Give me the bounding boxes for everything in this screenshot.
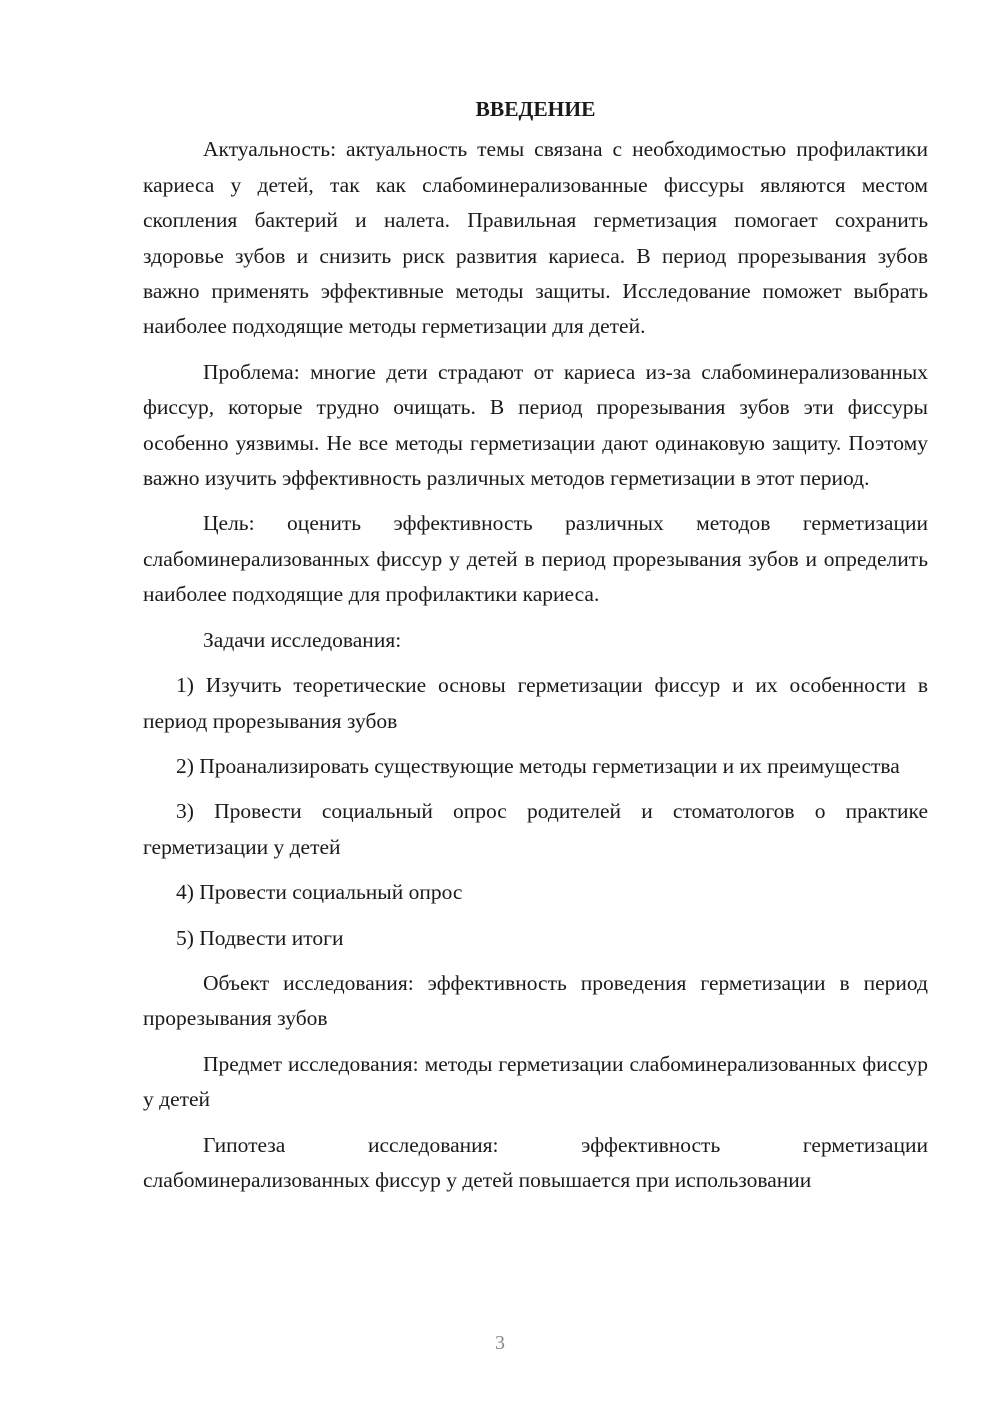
problem-paragraph: Проблема: многие дети страдают от кариеса из-за слабоминерализованных фиссур, которые трудно очищать. В период прорезывания зубов эти фиссуры особенно уязвимы. Не все методы герметизации дают одинаковую защиту. Поэтому важно изучить эффективность различных методов герметизации в этот период. [143,359,928,491]
list-item: 3) Провести социальный опрос родителей и стоматологов о практике герметизации у детей [143,799,928,859]
section-title: ВВЕДЕНИЕ [475,97,596,121]
object-paragraph: Объект исследования: эффективность проведения герметизации в период прорезывания зубов [143,970,928,1031]
relevance-paragraph: Актуальность: актуальность темы связана с необходимостью профилактики кариеса у детей, так как слабоминерализованные фиссуры являются местом скопления бактерий и налета. Правильная герметизация помогает сохранить здоровье зубов и снизить риск развития кариеса. В период прорезывания зубов важно применять эффективные методы защиты. Исследование поможет выбрать наиболее подходящие методы герметизации для детей. [143,137,928,339]
list-item: 4) Провести социальный опрос [176,880,463,905]
list-item: 5) Подвести итоги [176,925,344,950]
tasks-heading: Задачи исследования: [203,627,402,652]
subject-paragraph: Предмет исследования: методы герметизации слабоминерализованных фиссур у детей [143,1051,928,1112]
page-content [143,92,928,1198]
page-number: 3 [495,1332,505,1354]
hypothesis-paragraph: Гипотеза исследования: эффективность герметизации слабоминерализованных фиссур у детей повышается при использовании [143,1132,928,1192]
goal-paragraph: Цель: оценить эффективность различных методов герметизации слабоминерализованных фиссур у детей в период прорезывания зубов и определить наиболее подходящие для профилактики кариеса. [143,511,928,607]
list-item: 2) Проанализировать существующие методы герметизации и их преимущества [176,753,900,778]
tasks-list [143,668,928,956]
list-item: 1) Изучить теоретические основы герметизации фиссур и их особенности в период прорезывания зубов [143,673,928,733]
